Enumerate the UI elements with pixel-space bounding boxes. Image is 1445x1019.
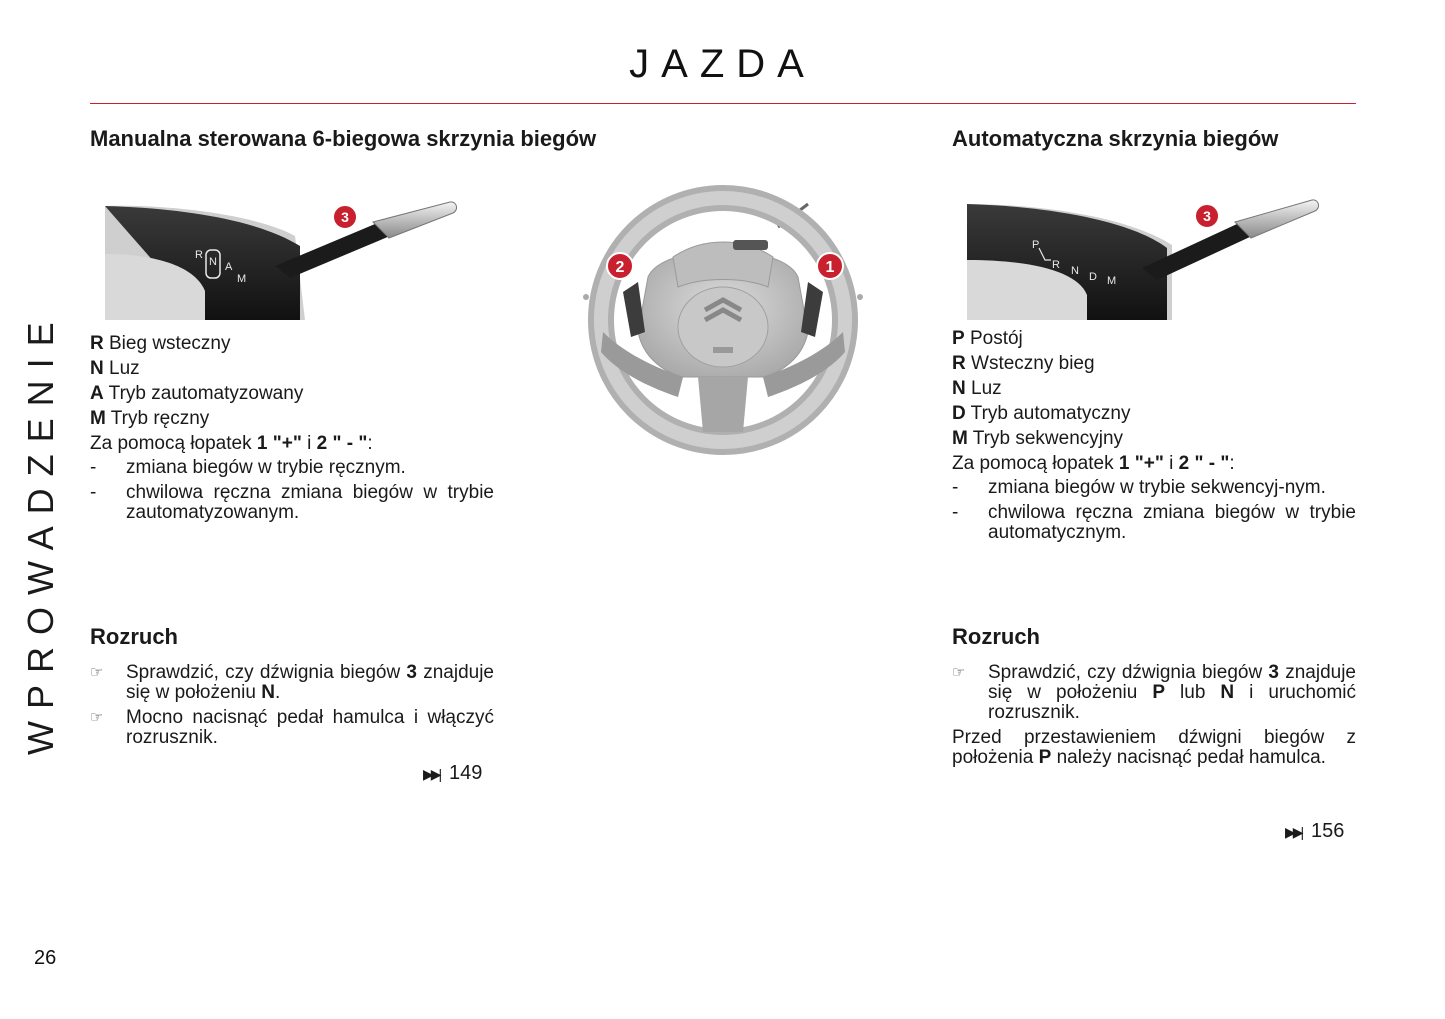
legend-item [952,401,1356,426]
legend-key: R [90,333,104,354]
header-divider [90,103,1356,104]
callout-1-label: 1 [825,259,835,276]
legend-text: Tryb ręczny [105,408,210,429]
text-run: . [274,682,281,703]
bold-run: 3 [1268,662,1279,683]
left-text-block [90,331,494,523]
list-item [952,503,1356,543]
legend-item [90,331,494,356]
right-text-block [952,326,1356,543]
lever-label-a: A [225,261,233,273]
list-item-text: chwilowa ręczna zmiana biegów w trybie automatycznym. [988,502,1356,543]
paddle-minus: 2 " - " [316,433,368,454]
text-run: Mocno nacisnąć pedał hamulca i włączyć rozrusznik. [126,707,494,748]
list-item [952,663,1356,723]
text-run: Sprawdzić, czy dźwignia biegów [988,662,1269,683]
legend-key: A [90,383,104,404]
legend-item [90,406,494,431]
paddle-plus: 1 "+" [256,433,302,454]
legend-key: N [90,358,104,379]
list-item [952,478,1356,498]
lever-label-d: D [1089,271,1097,283]
paddles-and: i [1163,453,1179,474]
dash-marker: - [952,502,959,523]
paddles-suffix: : [367,433,373,454]
lever-label-n: N [209,256,217,268]
text-run: należy nacisnąć pedał hamulca. [1051,747,1326,768]
lever-label-m: M [1107,275,1117,287]
legend-text: Tryb automatyczny [965,403,1131,424]
paddles-and: i [301,433,317,454]
paddle-minus: 2 " - " [1178,453,1230,474]
dash-marker: - [90,482,97,503]
lever-label-r: R [195,249,203,261]
lever-label-m: M [237,273,247,285]
text-run: i uruchomić rozrusznik. [988,682,1356,723]
legend-key: N [952,378,966,399]
bold-run: 3 [406,662,417,683]
steering-wheel-illustration [583,182,863,457]
paddles-suffix: : [1229,453,1235,474]
legend-text: Wsteczny bieg [965,353,1095,374]
paddles-line [90,431,494,456]
manual-gear-lever-illustration [105,196,465,320]
legend-key: M [90,408,106,429]
page-number: 26 [34,947,57,969]
page-reference-number: 156 [1311,820,1345,842]
paddle-plus: 1 "+" [1118,453,1164,474]
right-start-block [952,663,1356,768]
callout-2-label: 2 [615,259,625,276]
legend-text: Tryb sekwencyjny [967,428,1124,449]
callout-3-label: 3 [341,209,349,225]
list-item [90,708,494,748]
list-item [90,663,494,703]
hand-pointer-icon: ☞ [90,709,104,726]
text-run: Przed przestawieniem dźwigni biegów z położenia [952,727,1356,768]
dash-marker: - [90,457,97,478]
legend-item [952,351,1356,376]
page-title: JAZDA [629,42,816,86]
right-heading: Automatyczna skrzynia biegów [952,126,1279,151]
bold-run: N [1220,682,1235,703]
text-run: lub [1165,682,1221,703]
hand-pointer-icon: ☞ [952,664,966,681]
page-reference-number: 149 [449,762,483,784]
legend-text: Bieg wsteczny [103,333,231,354]
legend-item [90,381,494,406]
lever-label-n: N [1071,265,1079,277]
legend-text: Luz [103,358,140,379]
left-heading: Manualna sterowana 6-biegowa skrzynia biegów [90,126,597,151]
bold-run: N [261,682,275,703]
callout-3-label: 3 [1203,208,1211,224]
section-side-label: WPROWADZENIE [20,310,61,755]
paddles-prefix: Za pomocą łopatek [952,453,1119,474]
legend-text: Luz [965,378,1002,399]
list-item-text: chwilowa ręczna zmiana biegów w trybie zautomatyzowanym. [126,482,494,523]
brake-note [952,728,1356,768]
legend-item [90,356,494,381]
fast-forward-icon: ▶▶| [423,766,440,782]
legend-item [952,426,1356,451]
fast-forward-icon: ▶▶| [1285,824,1302,840]
list-item [90,483,494,523]
page-reference-link[interactable] [423,762,482,785]
automatic-gear-lever-illustration [967,190,1327,320]
text-run: Sprawdzić, czy dźwignia biegów [126,662,407,683]
list-item-text: zmiana biegów w trybie sekwencyj-nym. [988,477,1326,498]
bold-run: P [1038,747,1052,768]
lever-label-p: P [1032,239,1040,251]
text-run: znajduje się w położeniu [126,662,494,703]
text-run: znajduje się w położeniu [988,662,1356,703]
legend-item [952,376,1356,401]
dash-marker: - [952,477,959,498]
hand-pointer-icon: ☞ [90,664,104,681]
legend-key: M [952,428,968,449]
left-start-heading: Rozruch [90,624,178,649]
list-item [90,458,494,478]
legend-text: Postój [964,328,1023,349]
bold-run: P [1152,682,1166,703]
page-reference-link[interactable] [1285,820,1344,843]
legend-item [952,326,1356,351]
paddles-prefix: Za pomocą łopatek [90,433,257,454]
legend-key: D [952,403,966,424]
right-start-heading: Rozruch [952,624,1040,649]
left-start-block [90,663,494,748]
lever-label-r: R [1052,259,1060,271]
list-item-text: zmiana biegów w trybie ręcznym. [126,457,406,478]
legend-key: R [952,353,966,374]
paddles-line [952,451,1356,476]
legend-text: Tryb zautomatyzowany [103,383,304,404]
legend-key: P [952,328,965,349]
